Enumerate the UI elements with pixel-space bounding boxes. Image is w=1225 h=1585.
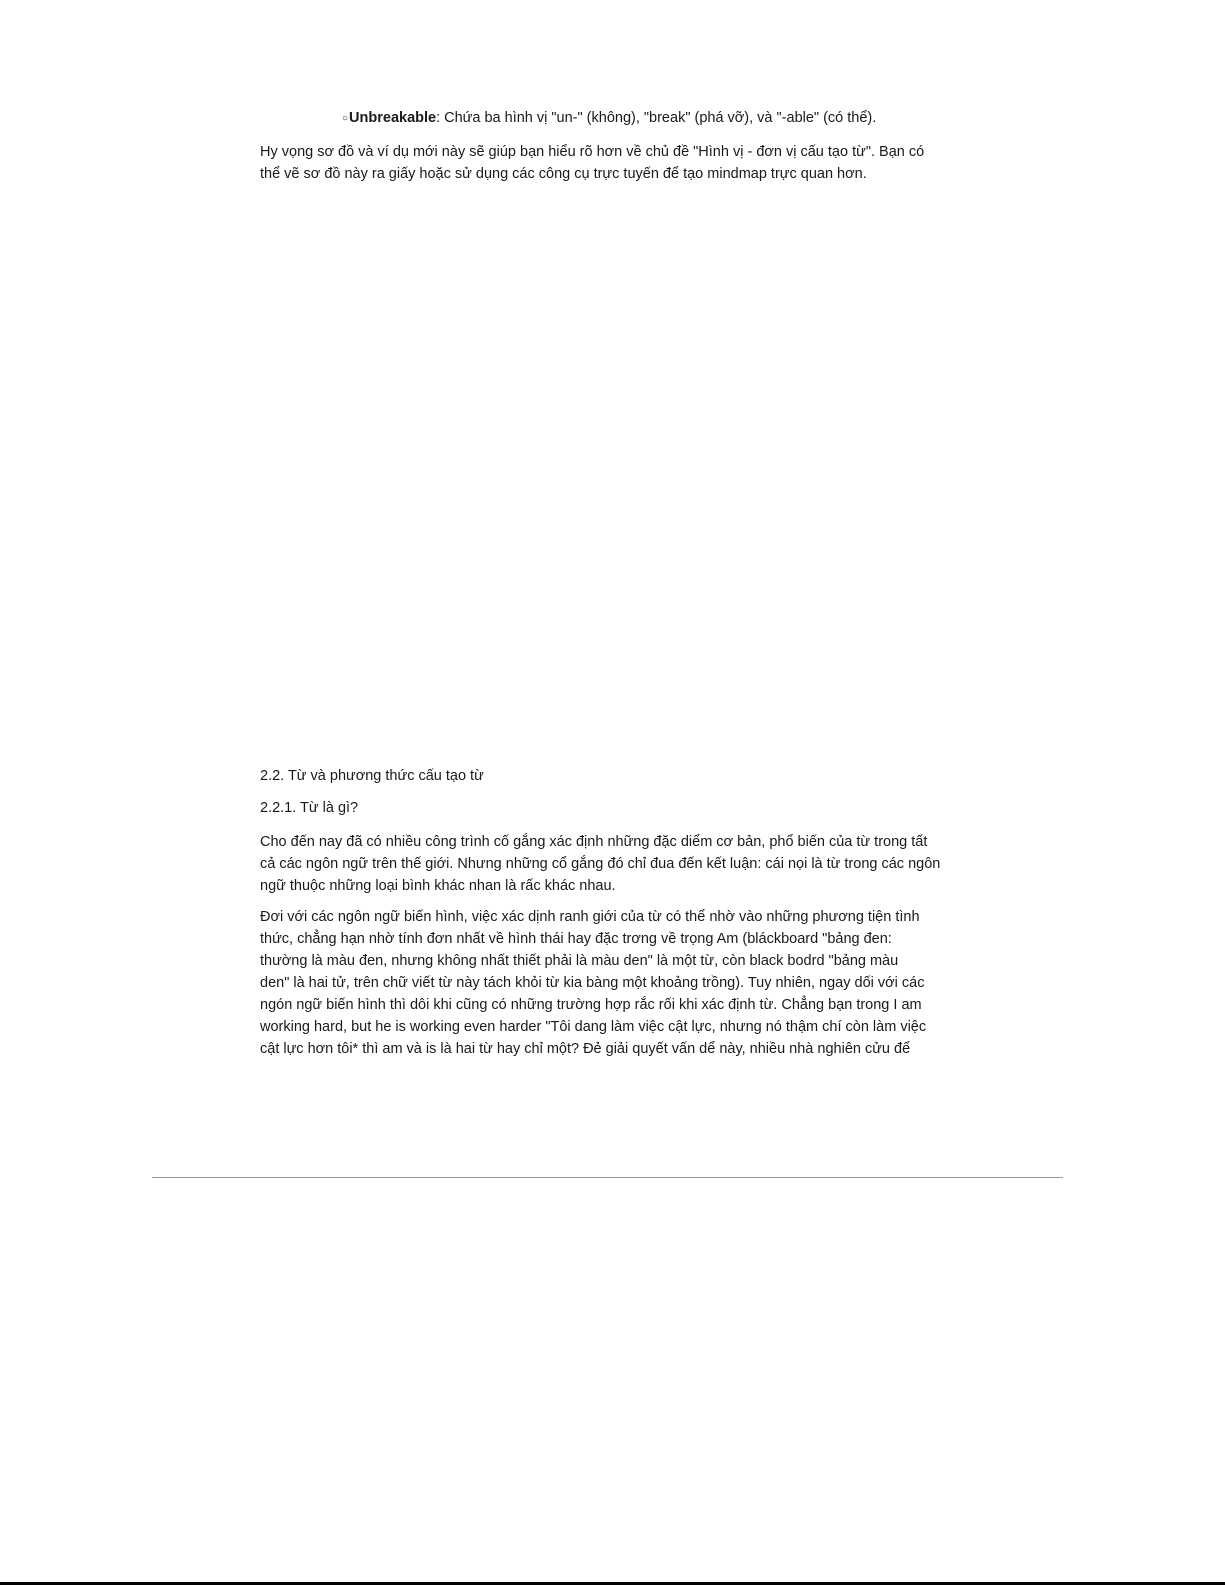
paragraph-line: ngữ thuộc những loại bình khác nhan là rấc khác nhau. bbox=[260, 878, 616, 894]
bullet-circle-icon: ○ bbox=[342, 113, 349, 124]
intro-paragraph bbox=[260, 141, 960, 185]
paragraph-inflectional-languages bbox=[260, 906, 960, 1060]
bullet-item-unbreakable bbox=[342, 108, 876, 130]
paragraph-line: cả các ngôn ngữ trên thế giới. Nhưng những cổ gắng đó chỉ đua đến kết luận: cái nọi là từ trong các ngôn bbox=[260, 856, 941, 872]
paragraph-line: thể vẽ sơ đồ này ra giấy hoặc sử dụng các công cụ trực tuyến để tạo mindmap trực quan hơn. bbox=[260, 166, 867, 182]
bullet-text: : Chứa ba hình vị "un-" (không), "break" (phá vỡ), và "-able" (có thể). bbox=[436, 110, 877, 126]
subsection-heading: 2.2.1. Từ là gì? bbox=[260, 800, 359, 816]
paragraph-line: den" là hai tử, trên chữ viết từ này tách khỏi từ kia bàng một khoảng trồng). Tuy nhiên, ngay dối với các bbox=[260, 975, 925, 991]
paragraph-line: Hy vọng sơ đồ và ví dụ mới này sẽ giúp bạn hiểu rõ hơn về chủ đề "Hình vị - đơn vị cấu tạo từ". Bạn có bbox=[260, 144, 925, 160]
paragraph-line: thường là màu đen, nhưng không nhất thiết phải là màu den" là một từ, còn black bodrd "bảng màu bbox=[260, 953, 899, 969]
paragraph-line: cật lực hơn tôi* thì am và is là hai từ hay chỉ một? Đẻ giải quyết vấn dể này, nhiều nhà nghiên cửu để bbox=[260, 1041, 911, 1057]
bullet-term: Unbreakable bbox=[349, 110, 437, 126]
paragraph-line: Cho đến nay đã có nhiều công trình cố gắng xác định những đặc diểm cơ bản, phổ biến của từ trong tất bbox=[260, 834, 928, 850]
paragraph-line: thức, chẳng hạn nhờ tính đơn nhất về hình thái hay đặc trơng về trọng Am (bláckboard "bảng đen: bbox=[260, 931, 892, 947]
section-heading: 2.2. Từ và phương thức cấu tạo từ bbox=[260, 768, 484, 784]
paragraph-word-definition bbox=[260, 831, 960, 897]
paragraph-line: Đơi với các ngôn ngữ biến hình, việc xác dịnh ranh giới của từ có thể nhờ vào những phương tiện tình bbox=[260, 909, 920, 925]
paragraph-line: ngón ngữ biến hình thì dôi khi cũng có những trường hợp rắc rối khi xác định từ. Chẳng bạn trong I am bbox=[260, 997, 922, 1013]
page-break-divider bbox=[152, 1177, 1063, 1178]
paragraph-line: working hard, but he is working even harder "Tôi dang làm việc cật lực, nhưng nó thậm chí còn làm việc bbox=[260, 1019, 927, 1035]
